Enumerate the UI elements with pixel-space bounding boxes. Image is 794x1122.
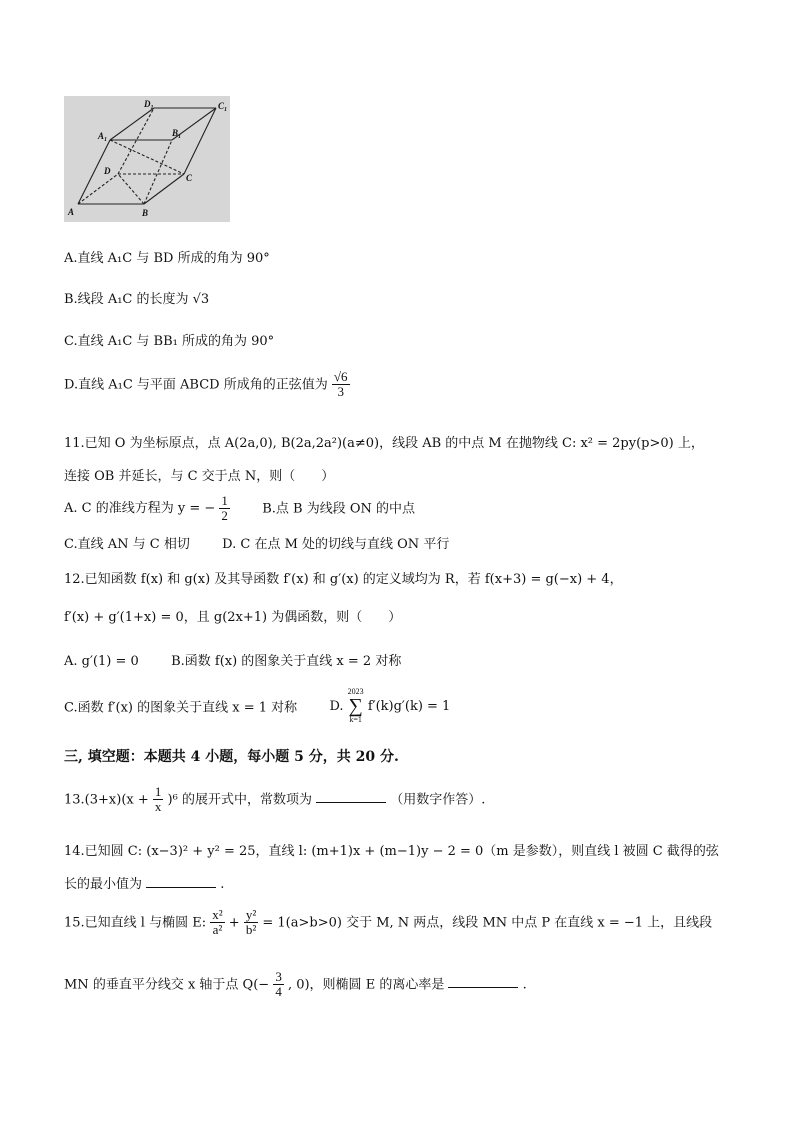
q14-stem-line2-text: 长的最小值为 bbox=[64, 877, 143, 892]
summation bbox=[348, 688, 364, 724]
q12-option-d-label: D. bbox=[329, 698, 344, 714]
q11-option-a bbox=[64, 493, 234, 524]
diag-BD bbox=[118, 174, 144, 204]
sum-sigma: ∑ bbox=[348, 695, 363, 717]
parallelepiped-figure bbox=[64, 96, 230, 222]
q11-option-b: B.点 B 为线段 ON 的中点 bbox=[262, 501, 415, 517]
q11-option-c: C.直线 AN 与 C 相切 bbox=[64, 537, 190, 552]
fraction-numerator: √6 bbox=[333, 369, 348, 384]
fraction-numerator: y² bbox=[245, 907, 257, 922]
q15-mid: = 1(a>b>0) 交于 M, N 两点，线段 MN 中点 P 在直线 x = −1 上，且线段 bbox=[262, 915, 713, 931]
q14-tail: . bbox=[220, 877, 225, 892]
edge-BB1 bbox=[144, 140, 172, 204]
q14-stem-line2 bbox=[64, 873, 224, 892]
q15-line2 bbox=[64, 970, 527, 1000]
edge-CC1 bbox=[184, 108, 216, 174]
label-C1: $C_1$ bbox=[218, 101, 228, 113]
q12-stem-line1: 12.已知函数 f(x) 和 g(x) 及其导函数 f′(x) 和 g′(x) 的定义域均为 R，若 f(x+3) = g(−x) + 4， bbox=[64, 572, 623, 587]
label-C: C bbox=[186, 173, 193, 183]
q14-answer-blank[interactable] bbox=[146, 875, 216, 888]
q10-option-a: A.直线 A₁C 与 BD 所成的角为 90° bbox=[64, 251, 270, 266]
q15-fraction-x bbox=[210, 908, 224, 938]
sum-upper-limit: 2023 bbox=[347, 687, 364, 696]
fraction-denominator: 2 bbox=[221, 508, 228, 524]
label-D1: $D_1$ bbox=[144, 99, 154, 111]
q11-options-row1 bbox=[64, 494, 415, 524]
q12-option-a: A. g′(1) = 0 bbox=[64, 654, 139, 669]
q15-plus: + bbox=[228, 915, 240, 931]
q15-line2-suffix: , 0)，则椭圆 E 的离心率是 bbox=[287, 977, 445, 993]
q12-stem-line2: f′(x) + g′(1+x) = 0，且 g(2x+1) 为偶函数，则（ ） bbox=[64, 610, 402, 625]
q15-fraction-y bbox=[244, 908, 258, 938]
q13-tail: （用数字作答）. bbox=[390, 792, 486, 808]
q11-option-a-text: A. C 的准线方程为 y = − bbox=[64, 501, 216, 517]
edge-AD bbox=[78, 174, 118, 204]
fraction-denominator: a² bbox=[212, 922, 223, 938]
fraction-denominator: x bbox=[154, 799, 162, 815]
fraction-numerator: 3 bbox=[275, 969, 282, 984]
q11-stem-line2: 连接 OB 并延长，与 C 交于点 N，则（ ） bbox=[64, 469, 335, 484]
q14-stem-line1: 14.已知圆 C: (x−3)² + y² = 25，直线 l: (m+1)x + (m−1)y − 2 = 0（m 是参数），则直线 l 被圆 C 截得的弦 bbox=[64, 844, 719, 859]
q12-option-d-expression: f′(k)g′(k) = 1 bbox=[367, 698, 451, 714]
fraction-numerator: x² bbox=[212, 907, 223, 922]
q15-line1 bbox=[64, 908, 712, 938]
q12-options-row1 bbox=[64, 650, 401, 669]
q10-option-d-text: D.直线 A₁C 与平面 ABCD 所成角的正弦值为 bbox=[64, 377, 328, 393]
q12-option-b: B.函数 f(x) 的图象关于直线 x = 2 对称 bbox=[171, 654, 402, 669]
fraction-denominator: b² bbox=[245, 922, 257, 938]
q13-answer-blank[interactable] bbox=[316, 790, 386, 803]
fraction-numerator: 1 bbox=[221, 493, 228, 508]
q10-option-d-fraction bbox=[332, 370, 350, 400]
fraction-denominator: 3 bbox=[337, 384, 344, 400]
q11-stem-line1: 11.已知 O 为坐标原点，点 A(2a,0), B(2a,2a²)(a≠0)，线段 AB 的中点 M 在抛物线 C: x² = 2py(p>0) 上， bbox=[64, 436, 704, 451]
edge-DD1 bbox=[118, 108, 154, 174]
label-B: B bbox=[142, 208, 149, 218]
q13 bbox=[64, 785, 485, 815]
fraction-denominator: 4 bbox=[275, 984, 282, 1000]
sum-lower-limit: k=1 bbox=[349, 715, 362, 724]
q11-option-a-fraction bbox=[219, 494, 230, 524]
q15-fraction-q bbox=[273, 970, 284, 1000]
fraction-numerator: 1 bbox=[154, 784, 162, 799]
label-D: D bbox=[104, 166, 111, 176]
q12-options-row2 bbox=[64, 688, 450, 724]
label-A: A bbox=[68, 207, 75, 217]
q13-prefix: 13.(3+x)(x + bbox=[64, 792, 149, 808]
q15-line2-prefix: MN 的垂直平分线交 x 轴于点 Q(− bbox=[64, 977, 270, 993]
q15-prefix: 15.已知直线 l 与椭圆 E: bbox=[64, 915, 207, 931]
label-A1: $A_1$ bbox=[98, 131, 108, 143]
q13-fraction bbox=[153, 785, 164, 815]
q11-option-d: D. C 在点 M 处的切线与直线 ON 平行 bbox=[222, 537, 450, 552]
q10-option-c: C.直线 A₁C 与 BB₁ 所成的角为 90° bbox=[64, 334, 275, 349]
q15-answer-blank[interactable] bbox=[448, 975, 518, 988]
q13-suffix: )⁶ 的展开式中，常数项为 bbox=[167, 792, 312, 808]
q15-tail: . bbox=[522, 977, 527, 993]
label-B1: $B_1$ bbox=[172, 128, 182, 140]
q10-option-d bbox=[64, 370, 350, 400]
section-3-heading: 三, 填空题：本题共 4 小题，每小题 5 分，共 20 分. bbox=[64, 749, 399, 765]
q11-options-row2 bbox=[64, 533, 449, 552]
q12-option-d bbox=[329, 687, 451, 724]
q10-option-b: B.线段 A₁C 的长度为 √3 bbox=[64, 292, 210, 307]
q12-option-c: C.函数 f′(x) 的图象关于直线 x = 1 对称 bbox=[64, 700, 298, 716]
parallelepiped-diagram bbox=[64, 96, 230, 222]
edge-A1D1 bbox=[110, 108, 154, 140]
